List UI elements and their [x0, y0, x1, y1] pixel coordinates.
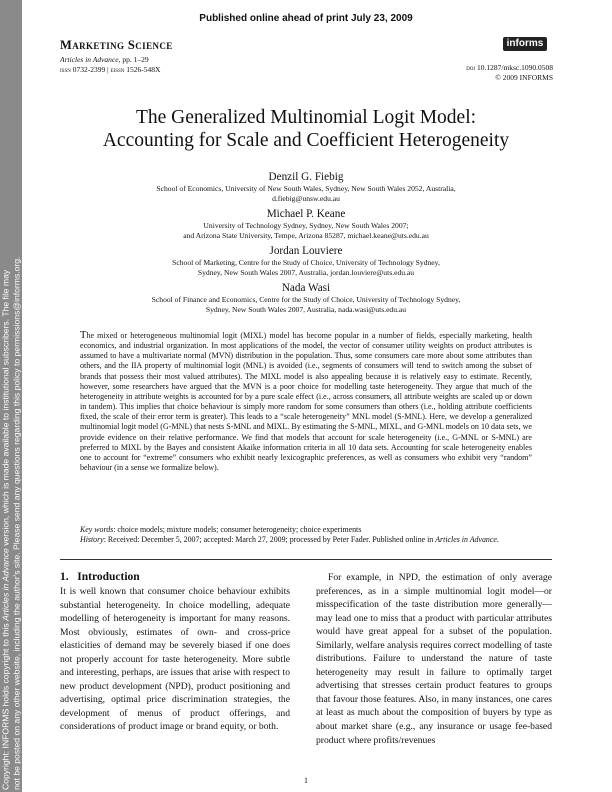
abstract-dropcap: T [80, 330, 87, 341]
issn: 0732-2399 [72, 65, 106, 74]
page-range: , pp. 1–29 [118, 55, 149, 64]
paper-title: The Generalized Multinomial Logit Model: Accounting for Scale and Coefficient Heterogeneity [102, 107, 510, 151]
abstract-text: he mixed or heterogeneous multinomial logit (MIXL) model has become popular in a number of fields, especially marketing, health economics, and industrial organization. In most applications of the model, the vector of consumer utility weights on product attributes is assumed to have a multivariate normal (MVN) distribution in the population. Thus, some consumers care more about some attributes than others, and the IIA property of multinomial logit (MNL) is avoided (i.e., segments of consumers will tend to switch among the subset of brands that possess their most valued attributes). The MIXL model is also appealing because it is relatively easy to estimate. Recently, however, some researchers have argued that the MVN is a poor choice for modelling taste heterogeneity. They argue that much of the heterogeneity in attribute weights is accounted for by a pure scale effect (i.e., across consumers, all attribute weights are scaled up or down in tandem). This implies that choice behaviour is simply more random for some consumers than others (i.e., holding attribute coefficients fixed, the scale of their error term is greater). This leads to a “scale heterogeneity” MNL model (S-MNL). Here, we develop a generalized multinomial logit model (G-MNL) that nests S-MNL and MIXL. By estimating the S-MNL, MIXL, and G-MNL models on 10 data sets, we provide evidence on their relative performance. We find that models that account for scale heterogeneity (i.e., G-MNL or S-MNL) are preferred to MIXL by the Bayes and consistent Akaike information criteria in all 10 data sets. Accounting for scale heterogeneity enables one to account for “extreme” consumers who exhibit nearly lexicographic preferences, as well as consumers who exhibit very “random” behaviour (in a sense we formalize below). [80, 331, 532, 473]
author-affiliation: School of Finance and Economics, Centre for the Study of Choice, University of Technology Sydney, Sydney, New South Wales 2007, Australia, nada.wasi@uts.edu.au [151, 295, 461, 314]
author-affiliation: School of Marketing, Centre for the Study of Choice, University of Technology Sydney, Sydney, New South Wales 2007, Australia, jordan.louviere@uts.edu.au [172, 258, 440, 277]
copyright-line-1: Copyright: INFORMS holds copyright to this Articles in Advance version, which is made available to institutional subscribers. The file may [0, 269, 11, 790]
body-paragraph: It is well known that consumer choice behaviour exhibits substantial heterogeneity. In choice modelling, adequate modelling of heterogeneity is important for many reasons. Most obviously, estimates of own- and cross-price elasticities of demand may be severely biased if one does not properly account for taste heterogeneity. More subtle and interesting, perhaps, are issues that arise with respect to new product development (NPD), product positioning and advertising, optimal price discrimination strategies, the development of menus of product offerings, and considerations of product image or brand equity, or both. [60, 586, 290, 733]
section-heading: 1. Introduction [60, 571, 140, 583]
author-affiliation: University of Technology Sydney, Sydney, New South Wales 2007; and Arizona State University, Tempe, Arizona 85287, michael.keane@uts.edu.au [183, 221, 429, 240]
page-number: 1 [304, 776, 308, 785]
eissn: 1526-548X [126, 65, 161, 74]
copyright-line: © 2009 INFORMS [495, 73, 553, 82]
author-block [60, 170, 552, 204]
journal-name: Marketing Science [60, 38, 173, 52]
body-column-left [60, 585, 290, 734]
copyright-sidebar [0, 0, 22, 792]
abstract [80, 331, 532, 473]
journal-meta: Articles in Advance, pp. 1–29 issn 0732-2399 | eissn 1526-548X [60, 55, 161, 74]
copyright-line-2: not be posted on any other website, including the author's site. Please send any questions regarding this policy to permissions@informs.org. [11, 256, 21, 790]
copyright-notice [1, 70, 22, 790]
doi-block: doi 10.1287/mksc.1090.0508 © 2009 INFORMS [466, 63, 553, 82]
author-affiliation: School of Economics, University of New South Wales, Sydney, New South Wales 2052, Australia, d.fiebig@unsw.edu.au [156, 184, 456, 203]
keywords: Key words: choice models; mixture models; consumer heterogeneity; choice experiments [80, 525, 362, 534]
author-block [60, 244, 552, 278]
articles-in-advance: Articles in Advance [60, 55, 119, 64]
section-divider [60, 559, 552, 560]
author-list [60, 170, 552, 318]
history: History: Received: December 5, 2007; accepted: March 27, 2009; processed by Peter Fader. Published online in Articles in Advance. [80, 535, 499, 544]
author-name: Jordan Louviere [269, 245, 343, 257]
author-name: Michael P. Keane [266, 208, 346, 220]
author-name: Denzil G. Fiebig [268, 171, 344, 183]
doi: 10.1287/mksc.1090.0508 [476, 63, 553, 72]
author-block [60, 281, 552, 315]
informs-logo: informs [503, 37, 547, 51]
body-paragraph: For example, in NPD, the estimation of only average preferences, as in a simple multinomial logit model—or misspecification of the taste distribution more generally—may lead one to miss that a product with particular attributes would have great appeal for a subset of the population. Similarly, welfare analysis requires correct modelling of taste distributions. Failure to understand the nature of taste heterogeneity may result in failure to optimally target advertising that stresses certain product features to groups that favour those features. Also, in many instances, one cares at least as much about the composition of buyers by type as about market share (e.g., any insurance or usage fee-based product where profits/revenues [316, 572, 552, 746]
author-name: Nada Wasi [281, 282, 331, 294]
body-column-right [316, 571, 552, 747]
author-block [60, 207, 552, 241]
publication-note: Published online ahead of print July 23, 2009 [199, 13, 413, 24]
